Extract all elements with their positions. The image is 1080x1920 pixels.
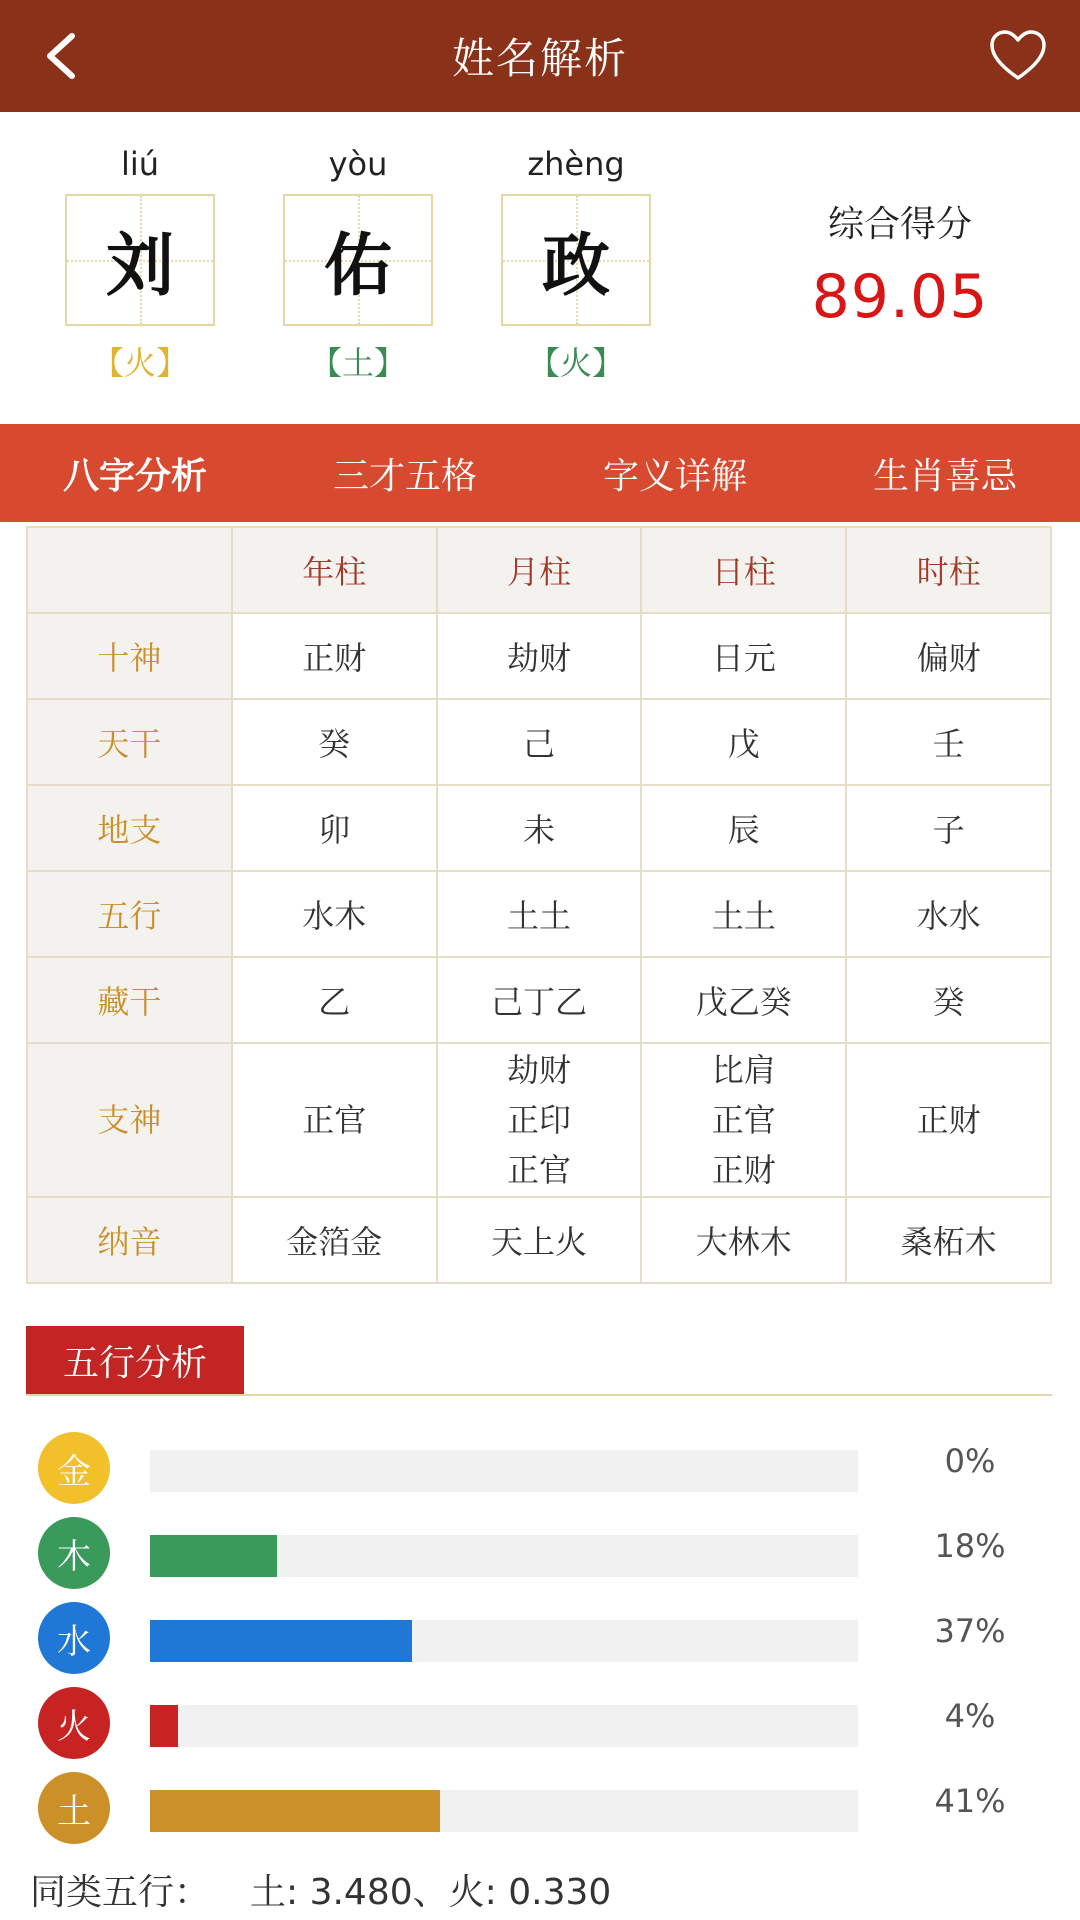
table-cell: 土土 [437,871,642,957]
column-header: 日柱 [641,527,846,613]
row-header: 天干 [27,699,232,785]
table-cell: 天上火 [437,1197,642,1283]
table-cell [846,1043,1051,1197]
pinyin-label: yòu [328,145,388,183]
table-cell [641,1043,846,1197]
tab-bazi-analysis[interactable]: 八字分析 [62,455,207,497]
table-cell: 癸 [232,699,437,785]
table-row [27,1043,1051,1197]
score-label: 综合得分 [827,204,972,245]
table-cell: 偏财 [846,613,1051,699]
table-cell: 子 [846,785,1051,871]
char-grid-box [501,194,651,326]
table-cell: 己 [437,699,642,785]
wuxing-row [0,1766,1080,1846]
wuxing-row [0,1426,1080,1506]
cell-line: 劫财 [506,1051,571,1089]
percent-label: 4% [944,1697,996,1735]
char-grid-box [65,194,215,326]
pinyin-label: liú [120,145,160,183]
row-header: 十神 [27,613,232,699]
element-label: 【火】 [527,344,624,382]
table-row [27,785,1051,871]
table-row [27,871,1051,957]
summary-label: 同类五行： [30,1872,211,1913]
name-character: 政 [541,226,610,306]
element-circle: 金 [38,1432,110,1504]
table-cell: 正财 [232,613,437,699]
table-cell: 辰 [641,785,846,871]
wuxing-row [0,1596,1080,1676]
progress-fill [150,1705,178,1747]
cell-line: 正官 [302,1101,367,1139]
table-cell: 戊乙癸 [641,957,846,1043]
element-circle: 火 [38,1687,110,1759]
page-title: 姓名解析 [451,34,628,83]
column-header: 年柱 [232,527,437,613]
cell-line: 正财 [711,1151,776,1189]
percent-label: 41% [934,1782,1006,1820]
table-cell: 土土 [641,871,846,957]
name-char-1 [65,142,215,384]
char-grid-box [283,194,433,326]
pinyin-label: zhèng [527,145,625,183]
row-header: 支神 [27,1043,232,1197]
element-circle: 水 [38,1602,110,1674]
name-char-2 [283,142,433,384]
table-cell: 金箔金 [232,1197,437,1283]
corner-cell [27,527,232,613]
cell-line: 比肩 [711,1051,776,1089]
element-circle: 土 [38,1772,110,1844]
table-cell: 大林木 [641,1197,846,1283]
table-cell: 己丁乙 [437,957,642,1043]
cell-line: 正官 [506,1151,571,1189]
name-character: 佑 [323,226,392,306]
wuxing-row [0,1681,1080,1761]
row-header: 地支 [27,785,232,871]
cell-line: 正官 [711,1101,776,1139]
table-cell: 壬 [846,699,1051,785]
percent-label: 0% [944,1442,996,1480]
progress-track [150,1535,858,1577]
tab-character-meaning[interactable]: 字义详解 [602,455,747,497]
table-header-row [27,527,1051,613]
name-character: 刘 [105,226,174,306]
wuxing-summary [30,1864,611,1915]
table-cell: 日元 [641,613,846,699]
row-header: 五行 [27,871,232,957]
table-cell: 癸 [846,957,1051,1043]
table-row [27,957,1051,1043]
progress-fill [150,1790,440,1832]
tab-zodiac[interactable]: 生肖喜忌 [872,455,1017,497]
progress-track [150,1450,858,1492]
wuxing-row [0,1511,1080,1591]
table-row [27,613,1051,699]
percent-label: 18% [934,1527,1006,1565]
analysis-tabs [0,424,1080,522]
summary-value: 土: 3.480、火: 0.330 [250,1872,612,1913]
column-header: 月柱 [437,527,642,613]
element-label: 【土】 [309,344,406,382]
progress-track [150,1620,858,1662]
score-value: 89.05 [811,262,989,332]
name-section [0,112,1080,424]
wuxing-section-title: 五行分析 [26,1326,244,1394]
row-header: 纳音 [27,1197,232,1283]
back-chevron-icon[interactable] [38,30,86,82]
cell-line: 正印 [506,1101,571,1139]
progress-track [150,1705,858,1747]
table-cell [437,1043,642,1197]
table-cell: 乙 [232,957,437,1043]
percent-label: 37% [934,1612,1006,1650]
element-label: 【火】 [91,344,188,382]
heart-outline-icon[interactable] [988,28,1048,84]
table-cell [232,1043,437,1197]
table-row [27,1197,1051,1283]
element-circle: 木 [38,1517,110,1589]
progress-track [150,1790,858,1832]
table-cell: 桑柘木 [846,1197,1051,1283]
app-header [0,0,1080,112]
table-cell: 水木 [232,871,437,957]
column-header: 时柱 [846,527,1051,613]
table-cell: 未 [437,785,642,871]
bazi-table [26,526,1052,1284]
table-cell: 戊 [641,699,846,785]
table-cell: 卯 [232,785,437,871]
row-header: 藏干 [27,957,232,1043]
table-row [27,699,1051,785]
tab-sancai-wuge[interactable]: 三才五格 [332,455,477,497]
name-char-3 [501,142,651,384]
table-cell: 劫财 [437,613,642,699]
progress-fill [150,1620,412,1662]
table-cell: 水水 [846,871,1051,957]
section-divider [26,1394,1052,1396]
progress-fill [150,1535,277,1577]
cell-line: 正财 [916,1101,981,1139]
